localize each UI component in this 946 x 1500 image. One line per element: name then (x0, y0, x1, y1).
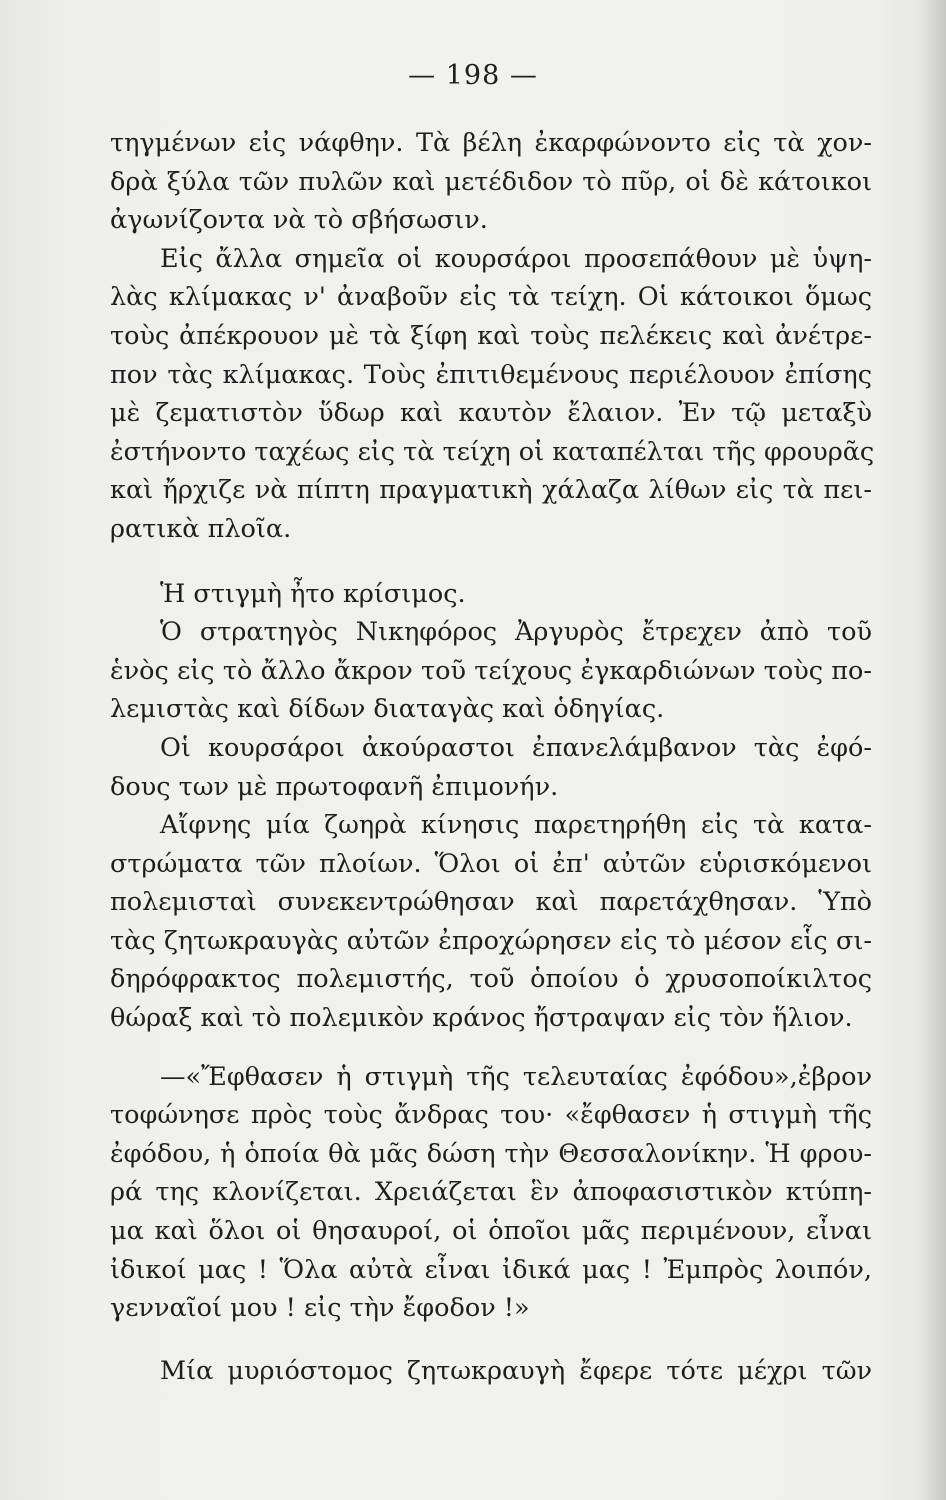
text-line: Ὁ στρατηγὸς Νικηφόρος Ἀργυρὸς ἔτρεχεν ἀπὸ τοῦ (160, 617, 872, 648)
text-line: δους των μὲ πρωτοφανῆ ἐπιμονήν. (110, 771, 559, 802)
page-edge-shadow (920, 0, 946, 1500)
body-text (110, 124, 875, 1390)
text-line: ἑνὸς εἰς τὸ ἄλλο ἄκρον τοῦ τείχους ἐγκαρδιώνων τοὺς πο- (110, 655, 872, 686)
page-number: — 198 — (408, 60, 538, 91)
text-line: —«Ἔφθασεν ἡ στιγμὴ τῆς τελευταίας ἐφόδου»,ἐβρον (160, 1061, 872, 1092)
paragraph (110, 1058, 872, 1328)
paragraph-gap (110, 1038, 872, 1058)
text-line: μὲ ζεματιστὸν ὕδωρ καὶ καυτὸν ἔλαιον. Ἐν τῷ μεταξὺ (110, 398, 872, 429)
paragraph-gap (110, 1328, 872, 1352)
text-line: Μία μυριόστομος ζητωκραυγὴ ἔφερε τότε μέχρι τῶν (160, 1355, 872, 1386)
text-line: ἐφόδου, ἡ ὁποία θὰ μᾶς δώση τὴν Θεσσαλονίκην. Ἡ φρου- (110, 1138, 872, 1169)
text-line: ἐστήνοντο ταχέως εἰς τὰ τείχη οἱ καταπέλται τῆς φρουρᾶς (110, 436, 875, 467)
text-line: Ἡ στιγμὴ ἦτο κρίσιμος. (160, 578, 466, 609)
paragraph (110, 729, 872, 806)
paragraph (110, 575, 872, 614)
text-line: ἰδικοί μας ! Ὅλα αὐτὰ εἶναι ἰδικά μας ! Ἐμπρὸς λοιπόν, (110, 1254, 872, 1285)
paragraph-gap (110, 549, 872, 575)
paragraph (110, 613, 872, 729)
text-line: πον τὰς κλίμακας. Τοὺς ἐπιτιθεμένους περιέλουον ἐπίσης (110, 359, 872, 390)
text-line: θώραξ καὶ τὸ πολεμικὸν κράνος ἤστραψαν εἰς τὸν ἥλιον. (110, 1003, 853, 1034)
text-line: λεμιστὰς καὶ δίδων διαταγὰς καὶ ὁδηγίας. (110, 694, 665, 725)
text-line: τηγμένων εἰς νάφθην. Τὰ βέλη ἐκαρφώνοντο εἰς τὰ χον- (110, 128, 872, 158)
paragraph (110, 124, 872, 240)
text-line: γενναῖοί μου ! εἰς τὴν ἔφοδον !» (110, 1293, 530, 1324)
text-line: ρά της κλονίζεται. Χρειάζεται ἓν ἀποφασιστικὸν κτύπη- (110, 1177, 872, 1208)
text-line: δρὰ ξύλα τῶν πυλῶν καὶ μετέδιδον τὸ πῦρ, οἱ δὲ κάτοικοι (110, 166, 872, 197)
text-line: ἀγωνίζοντα νὰ τὸ σβήσωσιν. (110, 205, 488, 236)
text-line: Οἱ κουρσάροι ἀκούραστοι ἐπανελάμβανον τὰς ἐφό- (160, 732, 872, 763)
paragraph (110, 240, 875, 549)
text-line: τοὺς ἀπέκρουον μὲ τὰ ξίφη καὶ τοὺς πελέκεις καὶ ἀνέτρε- (110, 320, 872, 351)
text-line: τοφώνησε πρὸς τοὺς ἄνδρας του· «ἔφθασεν ἡ στιγμὴ τῆς (110, 1100, 872, 1131)
text-line: τὰς ζητωκραυγὰς αὐτῶν ἐπροχώρησεν εἰς τὸ μέσον εἷς σι- (110, 925, 872, 956)
text-line: λὰς κλίμακας ν' ἀναβοῦν εἰς τὰ τείχη. Οἱ κάτοικοι ὅμως (110, 282, 872, 313)
text-line: δηρόφρακτος πολεμιστής, τοῦ ὁποίου ὁ χρυσοποίκιλτος (110, 964, 872, 995)
paragraph (110, 806, 872, 1038)
text-line: Εἰς ἄλλα σημεῖα οἱ κουρσάροι προσεπάθουν μὲ ὑψη- (160, 243, 872, 274)
paragraph (110, 1352, 872, 1391)
text-line: πολεμισταὶ συνεκεντρώθησαν καὶ παρετάχθησαν. Ὑπὸ (110, 887, 872, 918)
text-line: Αἴφνης μία ζωηρὰ κίνησις παρετηρήθη εἰς τὰ κατα- (160, 810, 872, 841)
text-line: ρατικὰ πλοῖα. (110, 513, 292, 544)
text-line: στρώματα τῶν πλοίων. Ὅλοι οἱ ἐπ' αὐτῶν εὑρισκόμενοι (110, 848, 872, 879)
text-line: καὶ ἤρχιζε νὰ πίπτη πραγματικὴ χάλαζα λίθων εἰς τὰ πει- (110, 475, 872, 506)
text-line: μα καὶ ὅλοι οἱ θησαυροί, οἱ ὁποῖοι μᾶς περιμένουν, εἶναι (110, 1216, 872, 1247)
